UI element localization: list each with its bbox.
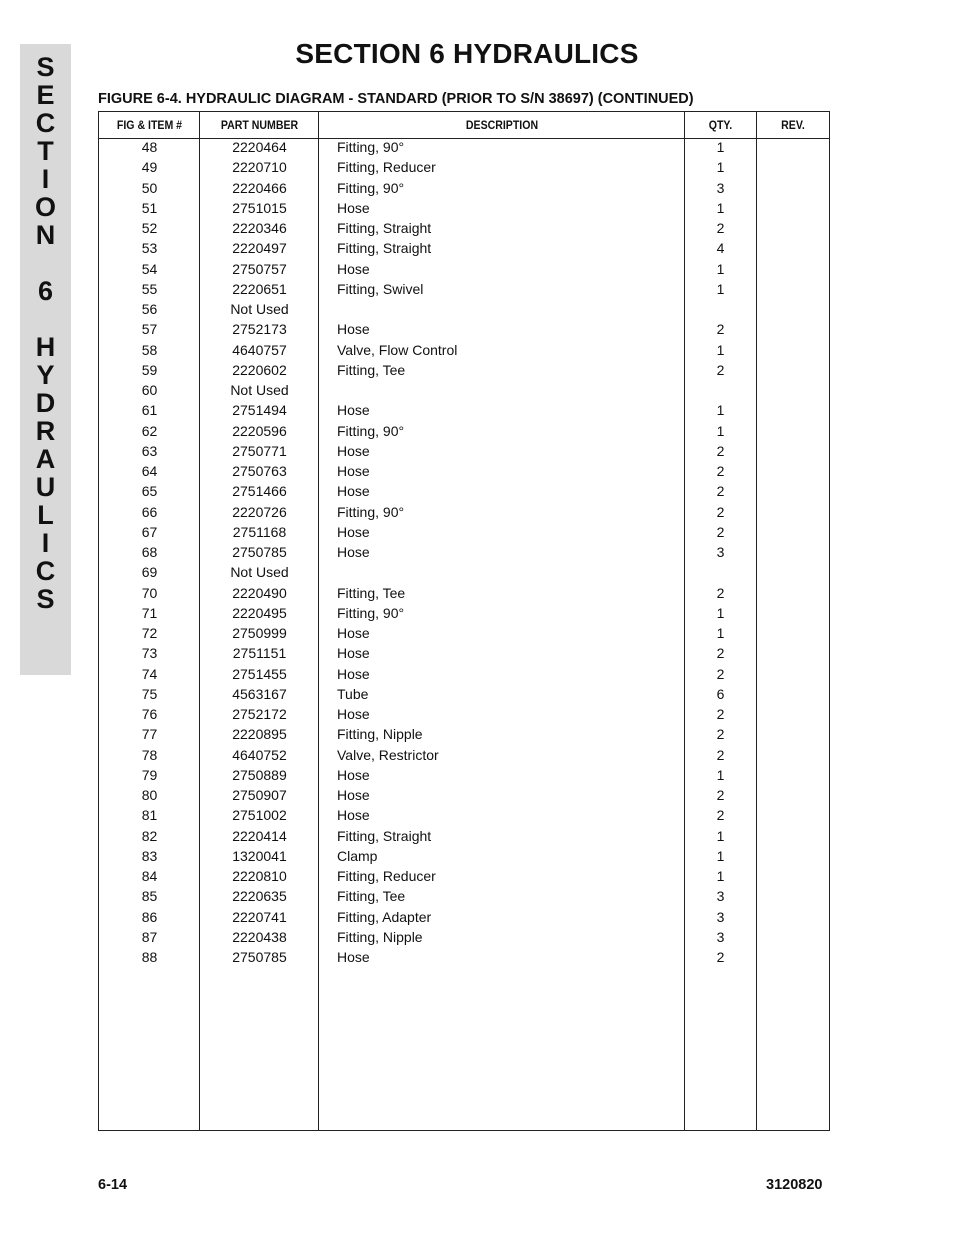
description: Hose xyxy=(337,625,370,641)
table-row xyxy=(99,158,829,178)
description: Tube xyxy=(337,685,369,702)
description: Hose xyxy=(337,442,370,459)
item-number: 87 xyxy=(141,928,158,945)
item-number: 84 xyxy=(141,868,158,884)
description: Fitting, Reducer xyxy=(337,159,436,176)
item-number: 82 xyxy=(141,827,158,844)
quantity: 2 xyxy=(716,220,725,236)
quantity: 3 xyxy=(716,908,725,925)
side-tab-letter: H xyxy=(35,332,56,362)
quantity: 1 xyxy=(716,280,725,297)
description: Fitting, Tee xyxy=(337,361,406,378)
header-qty: QTY. xyxy=(708,118,733,132)
document-number: 3120820 xyxy=(766,1177,823,1193)
description: Fitting, 90° xyxy=(337,422,405,439)
part-number: 2752172 xyxy=(232,706,287,722)
item-number: 77 xyxy=(141,726,158,743)
part-number: 1320041 xyxy=(232,847,287,864)
item-number: 63 xyxy=(141,442,158,459)
table-row xyxy=(99,685,829,705)
quantity: 2 xyxy=(716,361,725,378)
item-number: 79 xyxy=(141,766,158,783)
table-row xyxy=(99,624,829,644)
table-row xyxy=(99,766,829,786)
item-number: 53 xyxy=(141,240,158,257)
side-tab-letter: R xyxy=(35,416,56,446)
table-row xyxy=(99,887,829,907)
part-number: 2220895 xyxy=(232,726,287,743)
part-number: 2220346 xyxy=(232,220,287,236)
description: Fitting, Swivel xyxy=(337,280,424,297)
part-number: 2750907 xyxy=(232,787,287,803)
table-row xyxy=(99,179,829,199)
quantity: 3 xyxy=(716,179,725,196)
page-title: SECTION 6 HYDRAULICS xyxy=(295,38,639,69)
description: Hose xyxy=(337,787,370,803)
item-number: 80 xyxy=(141,787,158,803)
header-part-number: PART NUMBER xyxy=(220,118,299,132)
quantity: 2 xyxy=(716,503,725,520)
part-number: 2220602 xyxy=(232,361,287,378)
quantity: 2 xyxy=(716,787,725,803)
item-number: 49 xyxy=(141,159,158,176)
table-row xyxy=(99,665,829,685)
description: Hose xyxy=(337,645,370,662)
part-number: 2220741 xyxy=(232,908,287,925)
table-row xyxy=(99,462,829,482)
table-row xyxy=(99,847,829,867)
item-number: 48 xyxy=(141,139,158,155)
quantity: 1 xyxy=(716,159,725,176)
side-tab-letter: S xyxy=(36,52,55,82)
quantity: 2 xyxy=(716,706,725,722)
quantity: 1 xyxy=(716,422,725,439)
item-number: 66 xyxy=(141,503,158,520)
quantity: 2 xyxy=(716,463,725,479)
part-number: 2750771 xyxy=(232,442,287,459)
item-number: 72 xyxy=(141,625,158,641)
table-row xyxy=(99,341,829,361)
item-number: 55 xyxy=(141,280,158,297)
quantity: 4 xyxy=(716,240,725,257)
side-tab-letter: C xyxy=(35,556,56,586)
part-number: 2220495 xyxy=(232,604,287,621)
item-number: 52 xyxy=(141,220,158,236)
side-tab-letter: O xyxy=(34,192,56,222)
description: Valve, Flow Control xyxy=(337,341,458,358)
description: Clamp xyxy=(337,847,378,864)
part-number: 2751455 xyxy=(232,665,287,682)
part-number: 2220635 xyxy=(232,888,287,905)
item-number: 74 xyxy=(141,665,158,682)
table-row xyxy=(99,604,829,624)
side-tab-letter: U xyxy=(35,472,56,502)
item-number: 73 xyxy=(141,645,158,662)
quantity: 6 xyxy=(716,685,725,702)
table-header-row xyxy=(99,112,829,139)
part-number: 2220651 xyxy=(232,280,287,297)
table-row xyxy=(99,442,829,462)
side-tab-letter: A xyxy=(35,444,56,474)
header-item: FIG & ITEM # xyxy=(116,118,183,132)
quantity: 1 xyxy=(716,260,725,277)
quantity: 2 xyxy=(716,321,725,338)
side-tab-letter: S xyxy=(36,584,55,614)
quantity: 1 xyxy=(716,827,725,844)
part-number: 2752173 xyxy=(232,321,287,338)
part-number: 2751151 xyxy=(232,645,287,662)
quantity: 3 xyxy=(716,544,725,560)
item-number: 86 xyxy=(141,908,158,925)
table-row xyxy=(99,361,829,381)
quantity: 2 xyxy=(716,523,725,540)
part-number: 2220490 xyxy=(232,584,287,601)
item-number: 83 xyxy=(141,847,158,864)
part-number: 2220810 xyxy=(232,868,287,884)
description: Fitting, 90° xyxy=(337,139,405,155)
item-number: 85 xyxy=(141,888,158,905)
item-number: 64 xyxy=(141,463,158,479)
item-number: 61 xyxy=(141,402,158,419)
table-row xyxy=(99,948,829,968)
item-number: 59 xyxy=(141,361,158,378)
table-row xyxy=(99,219,829,239)
item-number: 60 xyxy=(141,382,158,398)
side-tab-letter: D xyxy=(35,388,56,418)
item-number: 71 xyxy=(141,604,158,621)
quantity: 1 xyxy=(716,199,725,216)
quantity: 2 xyxy=(716,483,725,500)
quantity: 2 xyxy=(716,442,725,459)
description: Fitting, Straight xyxy=(337,827,432,844)
item-number: 56 xyxy=(141,301,158,317)
part-number: 2751168 xyxy=(232,523,287,540)
item-number: 50 xyxy=(141,179,158,196)
part-number: 4563167 xyxy=(232,685,287,702)
part-number: 2220497 xyxy=(232,240,287,257)
quantity: 3 xyxy=(716,928,725,945)
part-number: 2220438 xyxy=(232,928,287,945)
section-side-tab xyxy=(20,44,71,675)
header-rev: REV. xyxy=(781,118,805,132)
table-row xyxy=(99,786,829,806)
side-tab-letter: T xyxy=(37,136,54,166)
table-row xyxy=(99,401,829,421)
side-tab-letter: C xyxy=(35,108,56,138)
table-row xyxy=(99,705,829,725)
description: Fitting, Nipple xyxy=(337,928,423,945)
table-row xyxy=(99,199,829,219)
quantity: 3 xyxy=(716,888,725,905)
part-number: 2220464 xyxy=(232,139,287,155)
table-row xyxy=(99,584,829,604)
side-tab-letter: 6 xyxy=(37,276,54,306)
table-row xyxy=(99,806,829,826)
quantity: 1 xyxy=(716,766,725,783)
part-number: 2750785 xyxy=(232,544,287,560)
item-number: 62 xyxy=(141,422,158,439)
quantity: 1 xyxy=(716,139,725,155)
quantity: 1 xyxy=(716,341,725,358)
item-number: 76 xyxy=(141,706,158,722)
quantity: 2 xyxy=(716,746,725,763)
item-number: 68 xyxy=(141,544,158,560)
quantity: 1 xyxy=(716,604,725,621)
item-number: 81 xyxy=(141,807,158,824)
part-number: 2750999 xyxy=(232,625,287,641)
side-tab-letter: N xyxy=(35,220,56,250)
description: Hose xyxy=(337,665,370,682)
item-number: 58 xyxy=(141,341,158,358)
part-number: 2751015 xyxy=(232,199,287,216)
description: Hose xyxy=(337,706,370,722)
table-row xyxy=(99,908,829,928)
table-row xyxy=(99,746,829,766)
description: Hose xyxy=(337,483,370,500)
quantity: 1 xyxy=(716,868,725,884)
part-number: 4640757 xyxy=(232,341,287,358)
side-tab-letter: I xyxy=(41,528,50,558)
side-tab-letter: L xyxy=(37,500,54,530)
table-row xyxy=(99,827,829,847)
part-number: 2220414 xyxy=(232,827,287,844)
part-number: 2220710 xyxy=(232,159,287,176)
part-number: 2751466 xyxy=(232,483,287,500)
part-number: 2751002 xyxy=(232,807,287,824)
description: Hose xyxy=(337,807,370,824)
part-number: 2751494 xyxy=(232,402,287,419)
side-tab-letter: E xyxy=(36,80,55,110)
table-row xyxy=(99,644,829,664)
part-number: Not Used xyxy=(230,564,289,581)
quantity: 2 xyxy=(716,645,725,662)
part-number: 4640752 xyxy=(232,746,287,763)
part-number: 2750763 xyxy=(232,463,287,479)
table-row xyxy=(99,239,829,259)
part-number: Not Used xyxy=(230,382,289,398)
description: Hose xyxy=(337,199,370,216)
table-row xyxy=(99,543,829,563)
part-number: 2750757 xyxy=(232,260,287,277)
quantity: 2 xyxy=(716,807,725,824)
part-number: 2750785 xyxy=(232,949,287,965)
part-number: 2220466 xyxy=(232,179,287,196)
description: Hose xyxy=(337,949,370,965)
description: Fitting, 90° xyxy=(337,179,405,196)
item-number: 51 xyxy=(141,199,158,216)
description: Fitting, Nipple xyxy=(337,726,423,743)
description: Hose xyxy=(337,260,370,277)
part-number: 2220596 xyxy=(232,422,287,439)
table-row xyxy=(99,867,829,887)
item-number: 75 xyxy=(141,685,158,702)
quantity: 2 xyxy=(716,726,725,743)
quantity: 1 xyxy=(716,625,725,641)
page-number: 6-14 xyxy=(98,1177,128,1193)
header-description: DESCRIPTION xyxy=(465,118,539,132)
description: Hose xyxy=(337,766,370,783)
figure-title: FIGURE 6-4. HYDRAULIC DIAGRAM - STANDARD (PRIOR TO S/N 38697) (CONTINUED) xyxy=(98,91,694,107)
part-number: 2750889 xyxy=(232,766,287,783)
item-number: 57 xyxy=(141,321,158,338)
description: Hose xyxy=(337,321,370,338)
table-row xyxy=(99,422,829,442)
item-number: 54 xyxy=(141,260,158,277)
item-number: 88 xyxy=(141,949,158,965)
table-row xyxy=(99,725,829,745)
item-number: 69 xyxy=(141,564,158,581)
table-row xyxy=(99,503,829,523)
quantity: 2 xyxy=(716,584,725,601)
quantity: 1 xyxy=(716,847,725,864)
description: Hose xyxy=(337,463,370,479)
parts-table xyxy=(98,111,830,1131)
quantity: 1 xyxy=(716,402,725,419)
table-row xyxy=(99,138,829,158)
part-number: Not Used xyxy=(230,301,289,317)
table-row xyxy=(99,300,829,320)
item-number: 70 xyxy=(141,584,158,601)
description: Fitting, 90° xyxy=(337,604,405,621)
description: Fitting, 90° xyxy=(337,503,405,520)
quantity: 2 xyxy=(716,949,725,965)
description: Fitting, Tee xyxy=(337,584,406,601)
table-row xyxy=(99,523,829,543)
description: Fitting, Tee xyxy=(337,888,406,905)
item-number: 67 xyxy=(141,523,158,540)
table-row xyxy=(99,320,829,340)
table-row xyxy=(99,260,829,280)
description: Fitting, Adapter xyxy=(337,908,432,925)
side-tab-letter: I xyxy=(41,164,50,194)
quantity: 2 xyxy=(716,665,725,682)
description: Fitting, Straight xyxy=(337,240,432,257)
description: Fitting, Straight xyxy=(337,220,432,236)
description: Hose xyxy=(337,544,370,560)
table-row xyxy=(99,482,829,502)
table-row xyxy=(99,280,829,300)
table-row xyxy=(99,381,829,401)
table-row xyxy=(99,563,829,583)
description: Hose xyxy=(337,402,370,419)
description: Valve, Restrictor xyxy=(337,746,439,763)
description: Hose xyxy=(337,523,370,540)
description: Fitting, Reducer xyxy=(337,868,436,884)
table-row xyxy=(99,928,829,948)
item-number: 65 xyxy=(141,483,158,500)
part-number: 2220726 xyxy=(232,503,287,520)
side-tab-letter: Y xyxy=(36,360,55,390)
item-number: 78 xyxy=(141,746,158,763)
